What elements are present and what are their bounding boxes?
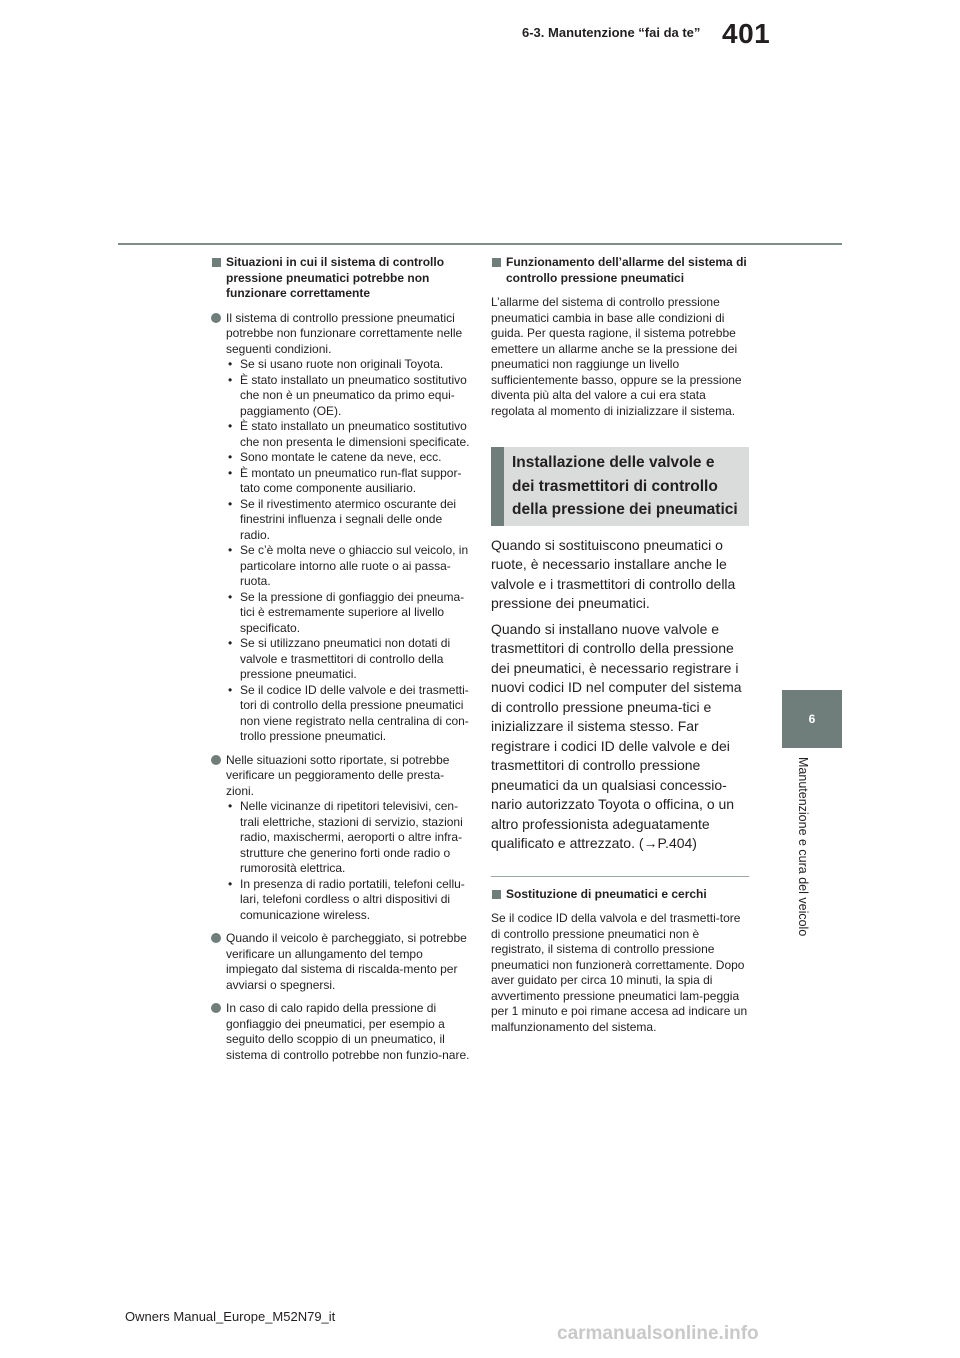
boxed-section-title: Installazione delle valvole e dei trasmettitori di controllo della pressione dei pneumatici xyxy=(491,447,749,526)
list-item: • Se si usano ruote non originali Toyota. xyxy=(226,357,471,373)
situation-list xyxy=(226,799,471,923)
chapter-title: Manutenzione e cura del veicolo xyxy=(796,757,810,937)
bullet-intro: Nelle situazioni sotto riportate, si potrebbe verificare un peggioramento delle presta-zioni. xyxy=(226,752,450,798)
list-item: • È stato installato un pneumatico sostitutivo che non presenta le dimensioni specificate. xyxy=(226,419,471,450)
bullet-intro: Il sistema di controllo pressione pneumatici potrebbe non funzionare correttamente nelle seguenti condizioni. xyxy=(226,310,463,356)
bullet-circle-icon xyxy=(211,1003,221,1013)
install-paragraph-1: Quando si sostituiscono pneumatici o ruote, è necessario installare anche le valvole e i trasmettitori di controllo della pressione dei pneumatici. xyxy=(491,536,736,611)
header-divider xyxy=(118,243,842,245)
install-paragraph-2: Quando si installano nuove valvole e trasmettitori di controllo della pressione dei pneumatici, è necessario registrare i nuovi codici ID nel computer del sistema di controllo pressione pneuma-tici e inizializzare il sistema stesso. Far registrare i codici ID delle valvole e dei trasmettitori di controllo pressione pneumatici da un qualsiasi concessio-nario autorizzato Toyota o officina, o un altro professionista adeguatamente qualificato e attrezzato. (→P.404) xyxy=(491,620,742,851)
watermark: carmanualsonline.info xyxy=(557,1323,759,1344)
section-header: 6-3. Manutenzione “fai da te” xyxy=(522,25,701,40)
bullet-intro: Quando il veicolo è parcheggiato, si potrebbe verificare un allungamento del tempo impiegato dal sistema di riscalda-mento per avviarsi o spegnersi. xyxy=(226,931,467,992)
alarm-paragraph: L’allarme del sistema di controllo pressione pneumatici cambia in base alle condizioni di guida. Per questa ragione, il sistema potrebbe emettere un allarme anche se la pressione dei pneumatici non raggiunge un livello sufficientemente basso, oppure se la pressione diventa più alta del valore a cui era stata regolata al momento di inizializzare il sistema. xyxy=(491,295,742,418)
footer-document-id: Owners Manual_Europe_M52N79_it xyxy=(125,1309,336,1324)
chapter-side-label xyxy=(794,757,814,957)
list-item: • Se c’è molta neve o ghiaccio sul veicolo, in particolare intorno alle ruote o ai passa-ruota. xyxy=(226,543,471,590)
list-item: • Se il codice ID delle valvole e dei trasmetti-tori di controllo della pressione pneumatici non viene registrato nella centralina di con-trollo pressione pneumatici. xyxy=(226,683,471,745)
list-item: • È stato installato un pneumatico sostitutivo che non è un pneumatico da primo equi-paggiamento (OE). xyxy=(226,373,471,420)
list-item: • È montato un pneumatico run-flat suppor-tato come componente ausiliario. xyxy=(226,466,471,497)
left-column xyxy=(211,255,471,1071)
list-item: • Se si utilizzano pneumatici non dotati di valvole e trasmettitori di controllo della pressione pneumatici. xyxy=(226,636,471,683)
list-item: • Se il rivestimento atermico oscurante dei finestrini influenza i segnali delle onde radio. xyxy=(226,497,471,544)
bullet-block xyxy=(211,753,471,924)
chapter-number: 6 xyxy=(808,712,816,726)
section-divider xyxy=(491,876,749,877)
chapter-tab xyxy=(782,690,842,748)
condition-list xyxy=(226,357,471,745)
list-item: • Sono montate le catene da neve, ecc. xyxy=(226,450,471,466)
bullet-block xyxy=(211,931,471,993)
bullet-circle-icon xyxy=(211,933,221,943)
bullet-intro: In caso di calo rapido della pressione di gonfiaggio dei pneumatici, per esempio a seguito dello scoppio di un pneumatico, il sistema di controllo potrebbe non funzio-nare. xyxy=(226,1001,470,1062)
bullet-block xyxy=(211,311,471,745)
list-item: • Nelle vicinanze di ripetitori televisivi, cen-trali elettriche, stazioni di servizio, stazioni radio, maxischermi, aeroporti o altre infra-strutture che generino forti onde radio o rumorosità elettrica. xyxy=(226,799,471,877)
list-item: • In presenza di radio portatili, telefoni cellu-lari, telefoni cordless o altri dispositivi di comunicazione wireless. xyxy=(226,877,471,924)
section-heading-alarm: Funzionamento dell’allarme del sistema di controllo pressione pneumatici xyxy=(491,255,749,286)
section-heading-replacement: Sostituzione di pneumatici e cerchi xyxy=(491,887,749,903)
bullet-block xyxy=(211,1001,471,1063)
list-item: • Se la pressione di gonfiaggio dei pneuma-tici è estremamente superiore al livello specificato. xyxy=(226,590,471,637)
right-column xyxy=(491,255,749,1045)
replacement-paragraph: Se il codice ID della valvola e del trasmetti-tore di controllo pressione pneumatici non è registrato, il sistema di controllo pressione pneumatici non funzionerà correttamente. Dopo aver guidato per circa 10 minuti, la spia di avvertimento pressione pneumatici lam-peggia per 1 minuto e poi rimane accesa ad indicare un malfunzionamento del sistema. xyxy=(491,911,748,1034)
page-number: 401 xyxy=(722,18,771,49)
bullet-circle-icon xyxy=(211,755,221,765)
bullet-circle-icon xyxy=(211,313,221,323)
section-heading-malfunction: Situazioni in cui il sistema di controllo pressione pneumatici potrebbe non funzionare correttamente xyxy=(211,255,471,302)
